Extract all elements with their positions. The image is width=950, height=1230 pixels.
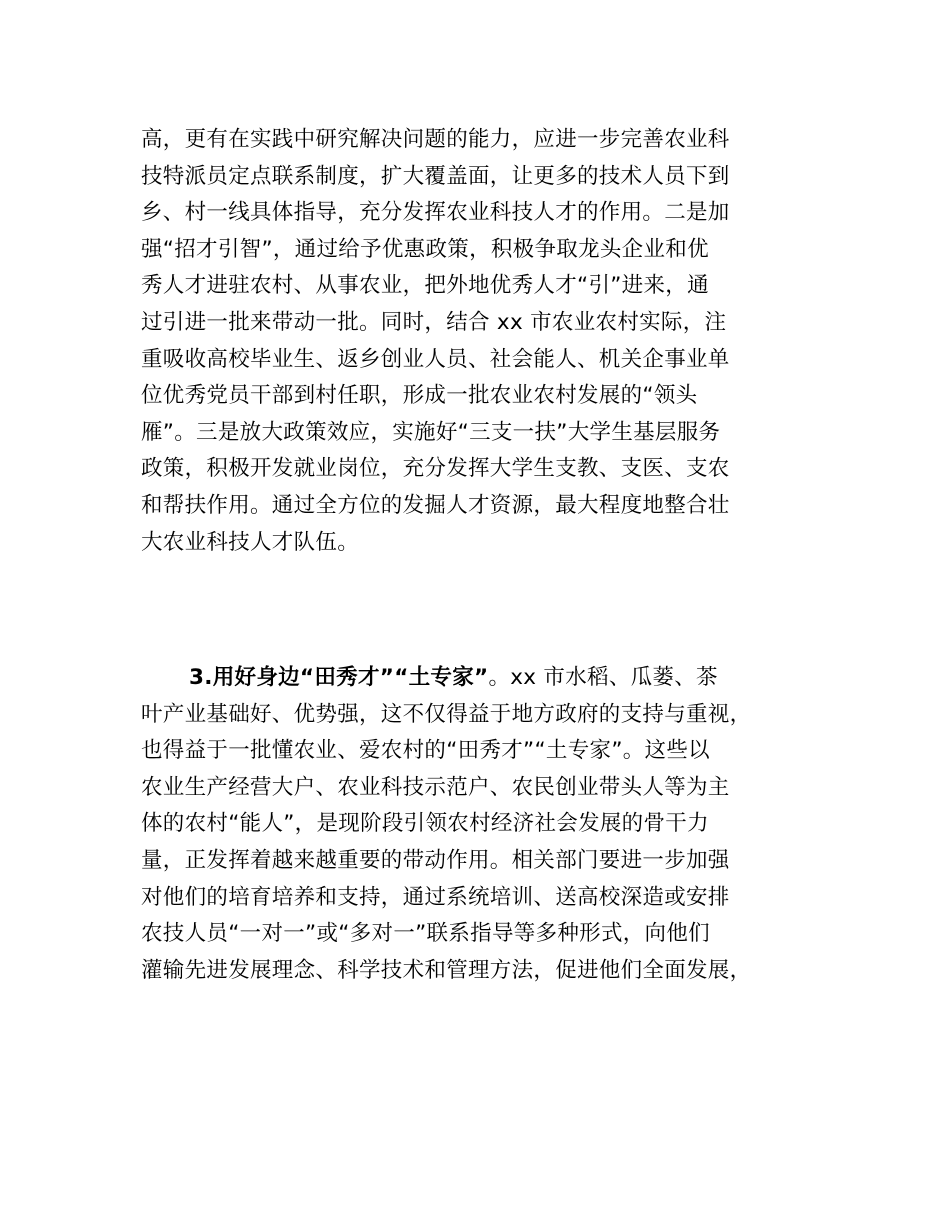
text-line: 农技人员“一对一”或“多对一”联系指导等多种形式，向他们 (141, 921, 710, 947)
text-line: 对他们的培育培养和支持，通过系统培训、送高校深造或安排 (141, 884, 730, 910)
paragraph-local-experts (141, 660, 841, 989)
text-line: 农业生产经营大户、农业科技示范户、农民创业带头人等为主 (141, 774, 730, 800)
text-line-first (141, 660, 841, 697)
text-line: 乡、村一线具体指导，充分发挥农业科技人才的作用。二是加 (141, 200, 730, 226)
text-line: 雁”。三是放大政策效应，实施好“三支一扶”大学生基层服务 (141, 419, 721, 445)
text-line: 也得益于一批懂农业、爱农村的“田秀才”“土专家”。这些以 (141, 738, 710, 764)
text-line: 位优秀党员干部到村任职，形成一批农业农村发展的“领头 (141, 383, 698, 409)
text-line: 叶产业基础好、优势强，这不仅得益于地方政府的支持与重视， (141, 701, 752, 727)
text-line: 和帮扶作用。通过全方位的发掘人才资源，最大程度地整合壮 (141, 492, 730, 518)
section-heading: 3.用好身边“田秀才”“土专家” (189, 665, 489, 690)
text-segment: 。xx 市水稻、瓜蒌、茶 (488, 665, 718, 690)
paragraph-talent-policy (141, 122, 841, 561)
text-line: 重吸收高校毕业生、返乡创业人员、社会能人、机关企事业单 (141, 346, 730, 372)
text-line: 过引进一批来带动一批。同时，结合 xx 市农业农村实际，注 (141, 309, 727, 335)
text-line: 政策，积极开发就业岗位，充分发挥大学生支教、支医、支农 (141, 456, 730, 482)
text-line: 量，正发挥着越来越重要的带动作用。相关部门要进一步加强 (141, 847, 730, 873)
text-line: 强“招才引智”，通过给予优惠政策，积极争取龙头企业和优 (141, 236, 709, 262)
text-line: 高，更有在实践中研究解决问题的能力，应进一步完善农业科 (141, 127, 730, 152)
text-line: 大农业科技人才队伍。 (141, 529, 360, 555)
text-line: 秀人才进驻农村、从事农业，把外地优秀人才“引”进来，通 (141, 273, 709, 299)
text-line: 灌输先进发展理念、科学技术和管理方法，促进他们全面发展， (141, 957, 752, 983)
text-line: 体的农村“能人”，是现阶段引领农村经济社会发展的骨干力 (141, 811, 709, 837)
text-line: 技特派员定点联系制度，扩大覆盖面，让更多的技术人员下到 (141, 163, 730, 189)
